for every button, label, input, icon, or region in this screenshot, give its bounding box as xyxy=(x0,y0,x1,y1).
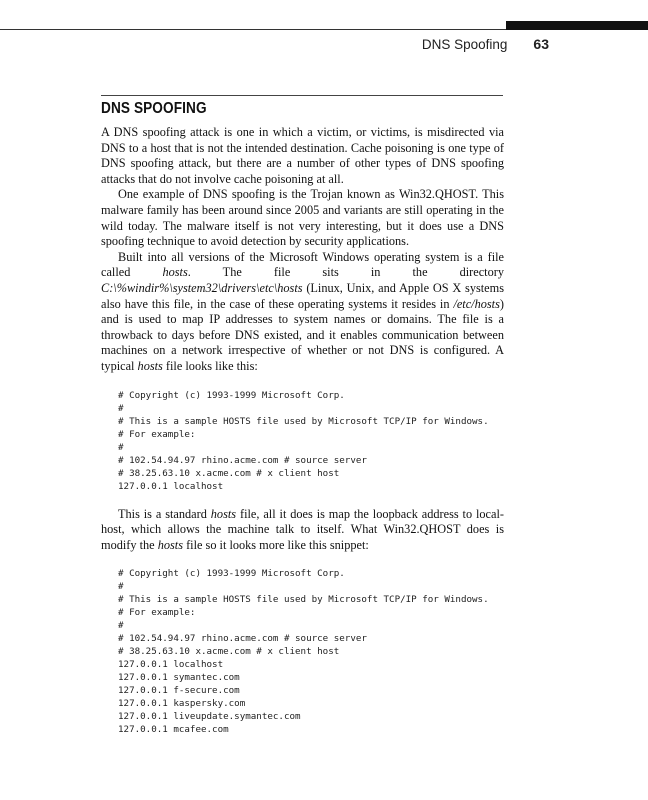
code-line: 127.0.0.1 mcafee.com xyxy=(118,724,229,736)
code-line: # 38.25.63.10 x.acme.com # x client host xyxy=(118,467,340,479)
hosts-term: hosts xyxy=(210,506,237,521)
paragraph-qhost-modification: This is a standard hosts file, all it does is map the loopback address to local-host, which allows the machine talk to itself. What Win32.QHOST does is modify the hosts file so it looks more like this snippet: xyxy=(101,506,504,552)
code-line: # xyxy=(118,402,124,414)
code-block-original-hosts xyxy=(118,389,504,493)
code-line: # xyxy=(118,441,124,453)
code-line: # This is a sample HOSTS file used by Microsoft TCP/IP for Windows. xyxy=(118,594,489,606)
code-line: # 102.54.94.97 rhino.acme.com # source server xyxy=(118,633,367,645)
code-block-modified-hosts xyxy=(118,567,504,736)
code-line: # Copyright (c) 1993-1999 Microsoft Corp. xyxy=(118,568,345,580)
windows-hosts-path: C:\%windir%\system32\drivers\etc\hosts xyxy=(101,280,303,295)
code-line: # xyxy=(118,620,124,632)
section-rule xyxy=(101,95,503,96)
paragraph-hosts-file: Built into all versions of the Microsoft Windows operating system is a file called hosts. The file sits in the directory C:\%windir%\system32\drivers\etc\hosts (Linux, Unix, and Apple OS X systems also have this file, in the case of these operating systems it resides in /etc/hosts) and is used to map IP addresses to system names or domains. The file is a throwback to days before DNS existed, and it enables communication between machines on a network irrespective of whether or not DNS is configured. A typical hosts file looks like this: xyxy=(101,249,504,373)
hosts-term: hosts xyxy=(162,265,188,280)
hosts-term: hosts xyxy=(157,537,183,552)
code-line: # 38.25.63.10 x.acme.com # x client host xyxy=(118,646,340,658)
code-line: # For example: xyxy=(118,607,196,619)
hosts-term: hosts xyxy=(137,358,163,373)
paragraph-intro: A DNS spoofing attack is one in which a victim, or victims, is misdirected via DNS to a host that is not the intended destination. Cache poisoning is one type of DNS spoofing attack, but there are a number of other types of DNS spoofing attacks that do not involve cache poisoning at all. xyxy=(101,125,504,186)
running-head xyxy=(0,36,549,52)
code-line: 127.0.0.1 symantec.com xyxy=(118,672,240,684)
code-line: 127.0.0.1 localhost xyxy=(118,480,224,492)
code-line: # xyxy=(118,581,124,593)
header-tab-bar xyxy=(506,21,648,30)
code-line: 127.0.0.1 liveupdate.symantec.com xyxy=(118,711,301,723)
code-line: # This is a sample HOSTS file used by Microsoft TCP/IP for Windows. xyxy=(118,415,489,427)
page-number: 63 xyxy=(533,36,549,52)
code-line: # For example: xyxy=(118,428,196,440)
code-line: # Copyright (c) 1993-1999 Microsoft Corp. xyxy=(118,389,345,401)
page-body xyxy=(101,125,504,736)
paragraph-qhost-example: One example of DNS spoofing is the Trojan known as Win32.QHOST. This malware family has been around since 2005 and variants are still operating in the wild today. The malware itself is not very interesting, but it does use a DNS spoofing technique to avoid detection by security applications. xyxy=(101,187,504,249)
header-rule xyxy=(0,29,520,30)
section-heading: DNS SPOOFING xyxy=(101,100,207,117)
running-head-title: DNS Spoofing xyxy=(421,37,508,52)
code-line: 127.0.0.1 localhost xyxy=(118,659,224,671)
unix-hosts-path: /etc/hosts xyxy=(453,296,500,311)
code-line: # 102.54.94.97 rhino.acme.com # source server xyxy=(118,454,367,466)
code-line: 127.0.0.1 kaspersky.com xyxy=(118,698,246,710)
code-line: 127.0.0.1 f-secure.com xyxy=(118,685,240,697)
